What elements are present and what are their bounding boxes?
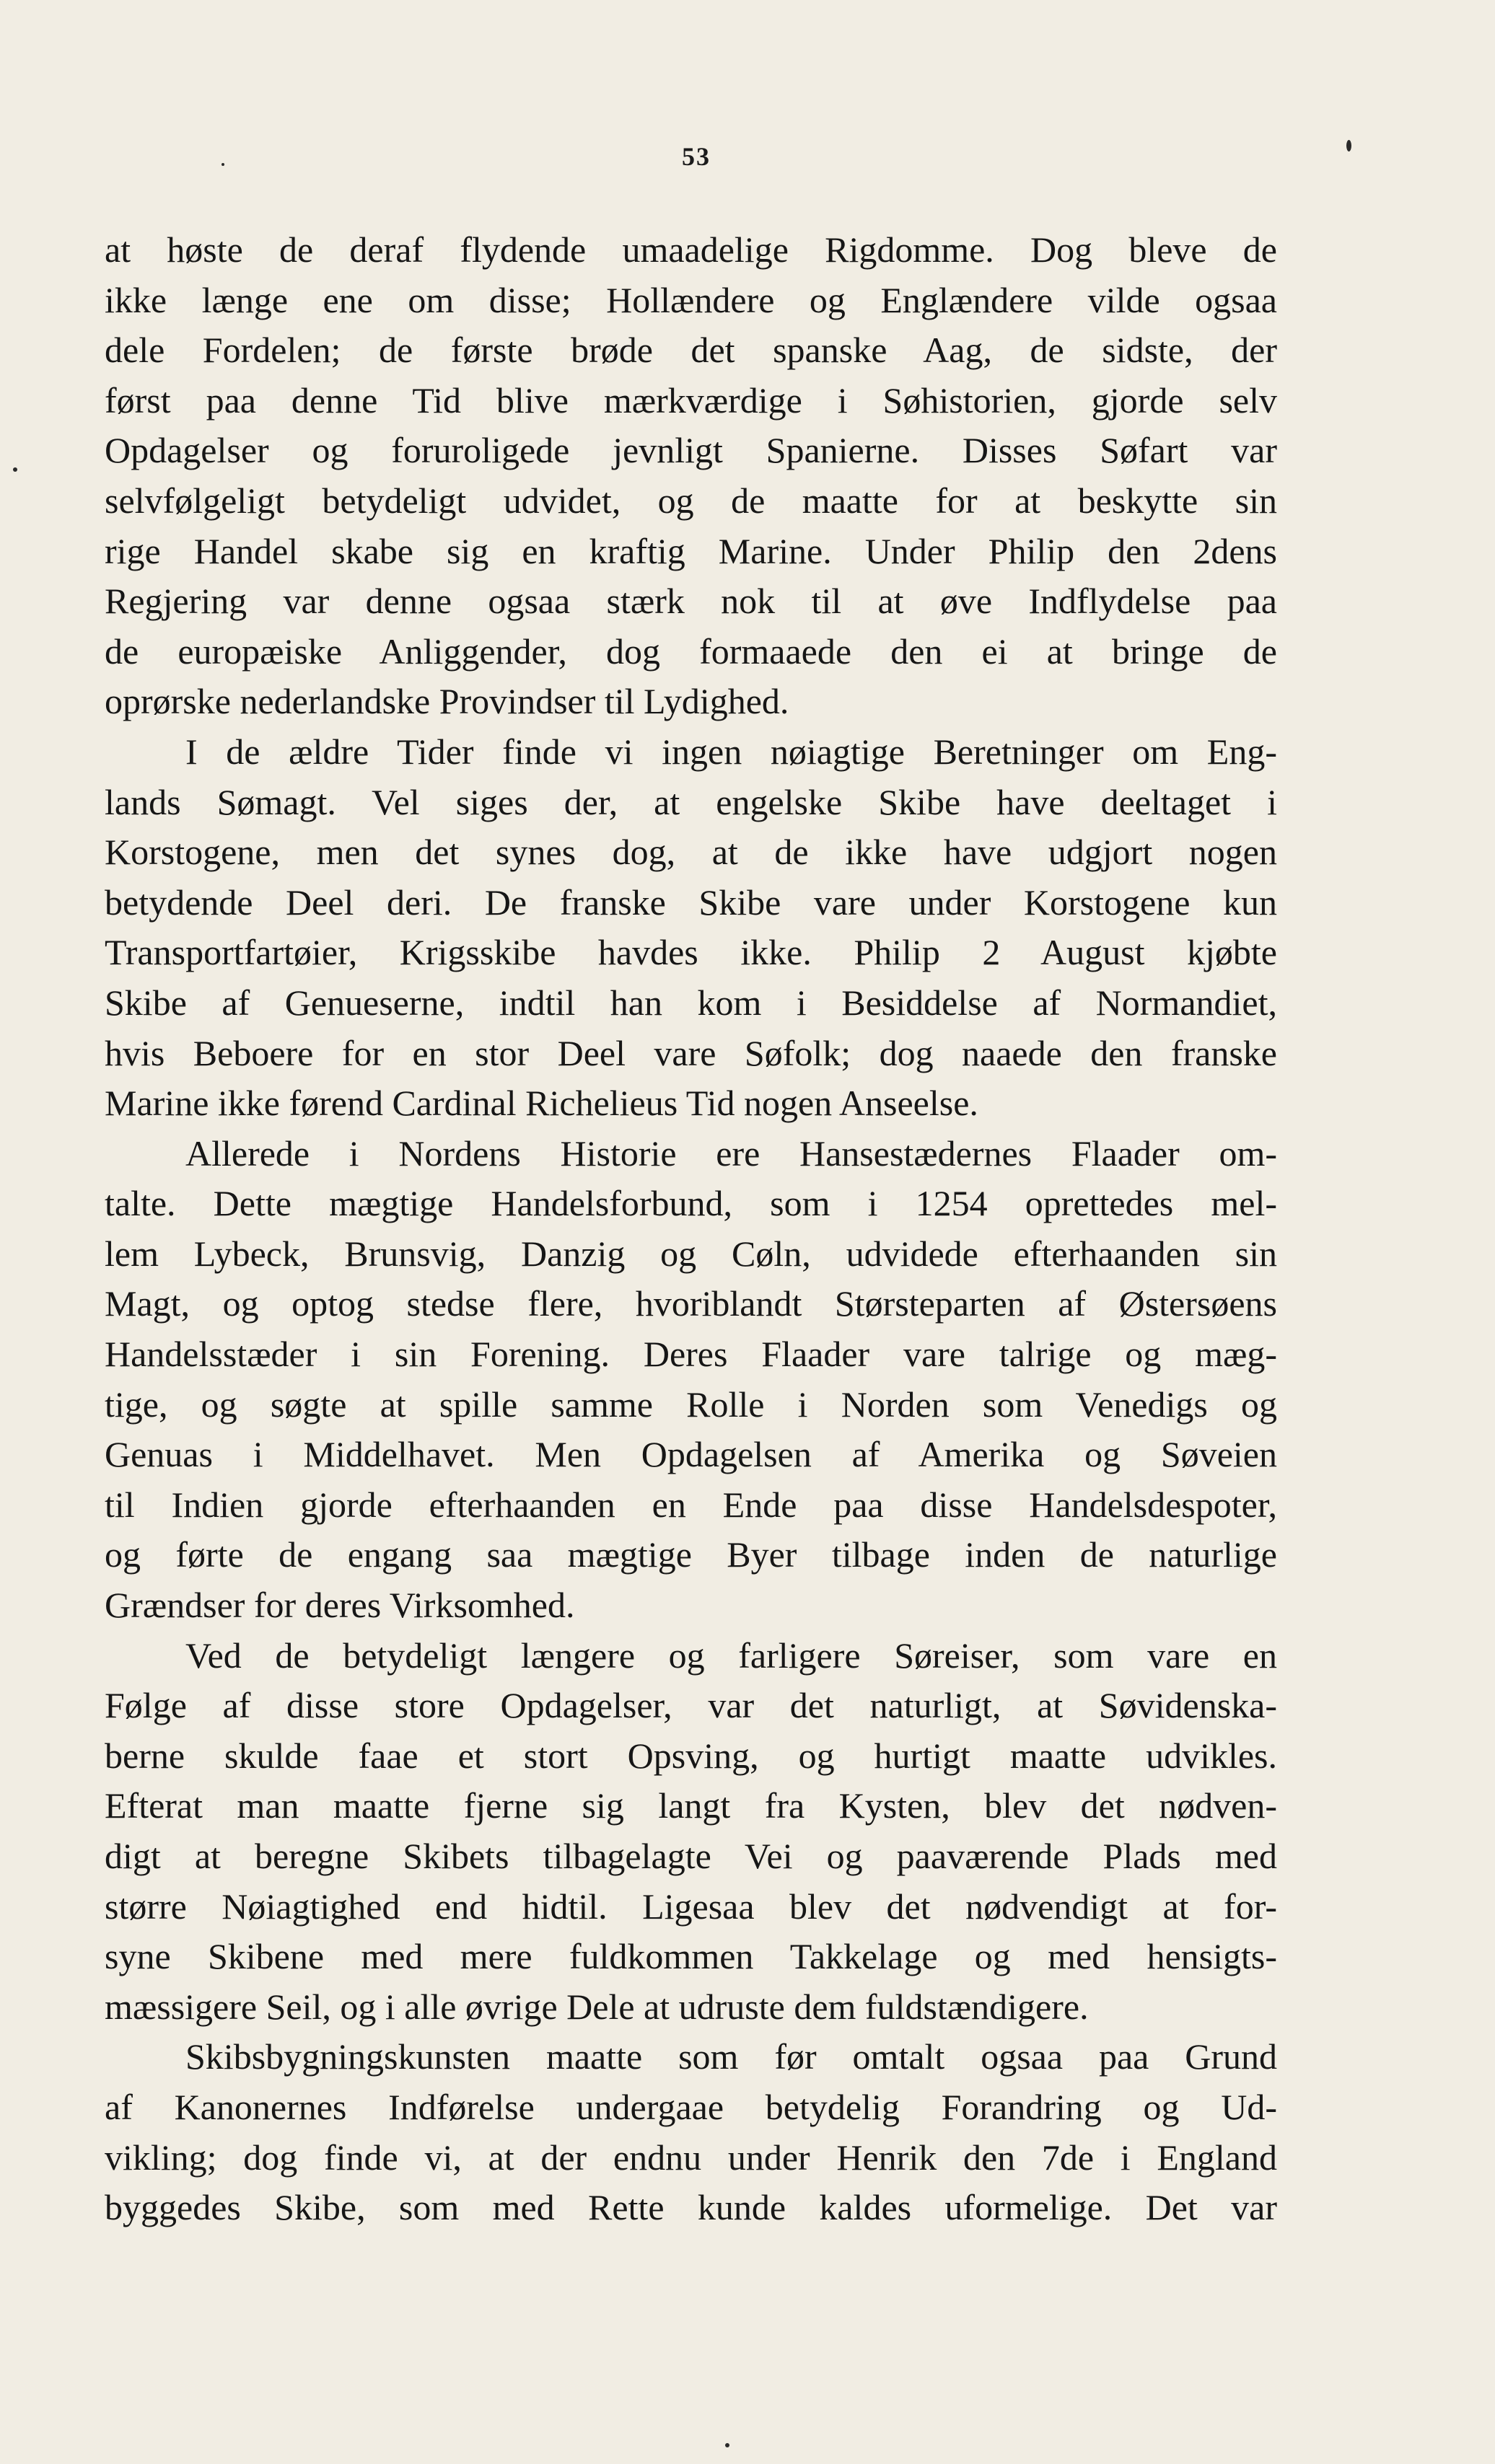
text-line: rige Handel skabe sig en kraftig Marine. Under Philip den 2dens	[105, 530, 1277, 571]
page-number: 53	[682, 142, 711, 171]
text-line: Opdagelser og foruroligede jevnligt Spanierne. Disses Søfart var	[105, 430, 1277, 471]
ink-speck	[13, 467, 17, 472]
text-line: lands Sømagt. Vel siges der, at engelske Skibe have deeltaget i	[105, 781, 1277, 822]
body-text	[105, 225, 1277, 2233]
text-line: Skibe af Genueserne, indtil han kom i Besiddelse af Normandiet,	[105, 982, 1277, 1023]
text-line: talte. Dette mægtige Handelsforbund, som i 1254 oprettedes mel-	[105, 1183, 1277, 1224]
text-line: Efterat man maatte fjerne sig langt fra Kysten, blev det nødven-	[105, 1785, 1277, 1826]
text-line: I de ældre Tider finde vi ingen nøiagtige Beretninger om Eng-	[185, 731, 1277, 772]
text-line: lem Lybeck, Brunsvig, Danzig og Cøln, udvidede efterhaanden sin	[105, 1233, 1277, 1274]
ink-speck	[725, 2443, 729, 2447]
text-line: tige, og søgte at spille samme Rolle i Norden som Venedigs og	[105, 1383, 1277, 1425]
text-line: ikke længe ene om disse; Hollændere og Englændere vilde ogsaa	[105, 279, 1277, 320]
text-line: Ved de betydeligt længere og farligere Søreiser, som vare en	[185, 1634, 1277, 1676]
text-line: større Nøiagtighed end hidtil. Ligesaa blev det nødvendigt at for-	[105, 1886, 1277, 1927]
text-line: Regjering var denne ogsaa stærk nok til at øve Indflydelse paa	[105, 581, 1277, 622]
text-line: Magt, og optog stedse flere, hvoriblandt Størsteparten af Østersøens	[105, 1283, 1277, 1324]
text-line: Grændser for deres Virksomhed.	[105, 1585, 575, 1626]
text-line: hvis Beboere for en stor Deel vare Søfolk; dog naaede den franske	[105, 1032, 1277, 1073]
text-line: at høste de deraf flydende umaadelige Rigdomme. Dog bleve de	[105, 229, 1277, 270]
text-line: og førte de engang saa mægtige Byer tilbage inden de naturlige	[105, 1534, 1277, 1575]
ink-speck	[1346, 140, 1351, 151]
text-line: selvfølgeligt betydeligt udvidet, og de maatte for at beskytte sin	[105, 480, 1277, 521]
text-line: Transportfartøier, Krigsskibe havdes ikke. Philip 2 August kjøbte	[105, 932, 1277, 973]
text-line: Marine ikke førend Cardinal Richelieus Tid nogen Anseelse.	[105, 1083, 978, 1124]
text-line: af Kanonernes Indførelse undergaae betydelig Forandring og Ud-	[105, 2086, 1277, 2127]
text-line: først paa denne Tid blive mærkværdige i Søhistorien, gjorde selv	[105, 379, 1277, 421]
text-line: dele Fordelen; de første brøde det spanske Aag, de sidste, der	[105, 330, 1277, 371]
text-line: oprørske nederlandske Provindser til Lydighed.	[105, 681, 789, 722]
text-line: Allerede i Nordens Historie ere Hansestædernes Flaader om-	[185, 1132, 1277, 1174]
text-line: byggedes Skibe, som med Rette kunde kaldes uformelige. Det var	[105, 2187, 1277, 2228]
text-line: mæssigere Seil, og i alle øvrige Dele at udruste dem fuldstændigere.	[105, 1986, 1089, 2027]
text-line: betydende Deel deri. De franske Skibe vare under Korstogene kun	[105, 881, 1277, 923]
text-line: syne Skibene med mere fuldkommen Takkelage og med hensigts-	[105, 1936, 1277, 1977]
text-line: Korstogene, men det synes dog, at de ikke have udgjort nogen	[105, 832, 1277, 873]
text-line: Handelsstæder i sin Forening. Deres Flaader vare talrige og mæg-	[105, 1334, 1277, 1375]
text-line: digt at beregne Skibets tilbagelagte Vei og paaværende Plads med	[105, 1836, 1277, 1876]
text-line: Følge af disse store Opdagelser, var det naturligt, at Søvidenska-	[105, 1685, 1277, 1726]
text-line: vikling; dog finde vi, at der endnu under Henrik den 7de i England	[105, 2137, 1277, 2178]
text-line: Skibsbygningskunsten maatte som før omtalt ogsaa paa Grund	[185, 2036, 1277, 2077]
text-line: Genuas i Middelhavet. Men Opdagelsen af Amerika og Søveien	[105, 1434, 1277, 1475]
ink-speck	[222, 163, 224, 166]
text-line: til Indien gjorde efterhaanden en Ende paa disse Handelsdespoter,	[105, 1484, 1277, 1525]
text-line: berne skulde faae et stort Opsving, og hurtigt maatte udvikles.	[105, 1735, 1277, 1776]
text-line: de europæiske Anliggender, dog formaaede den ei at bringe de	[105, 630, 1277, 672]
